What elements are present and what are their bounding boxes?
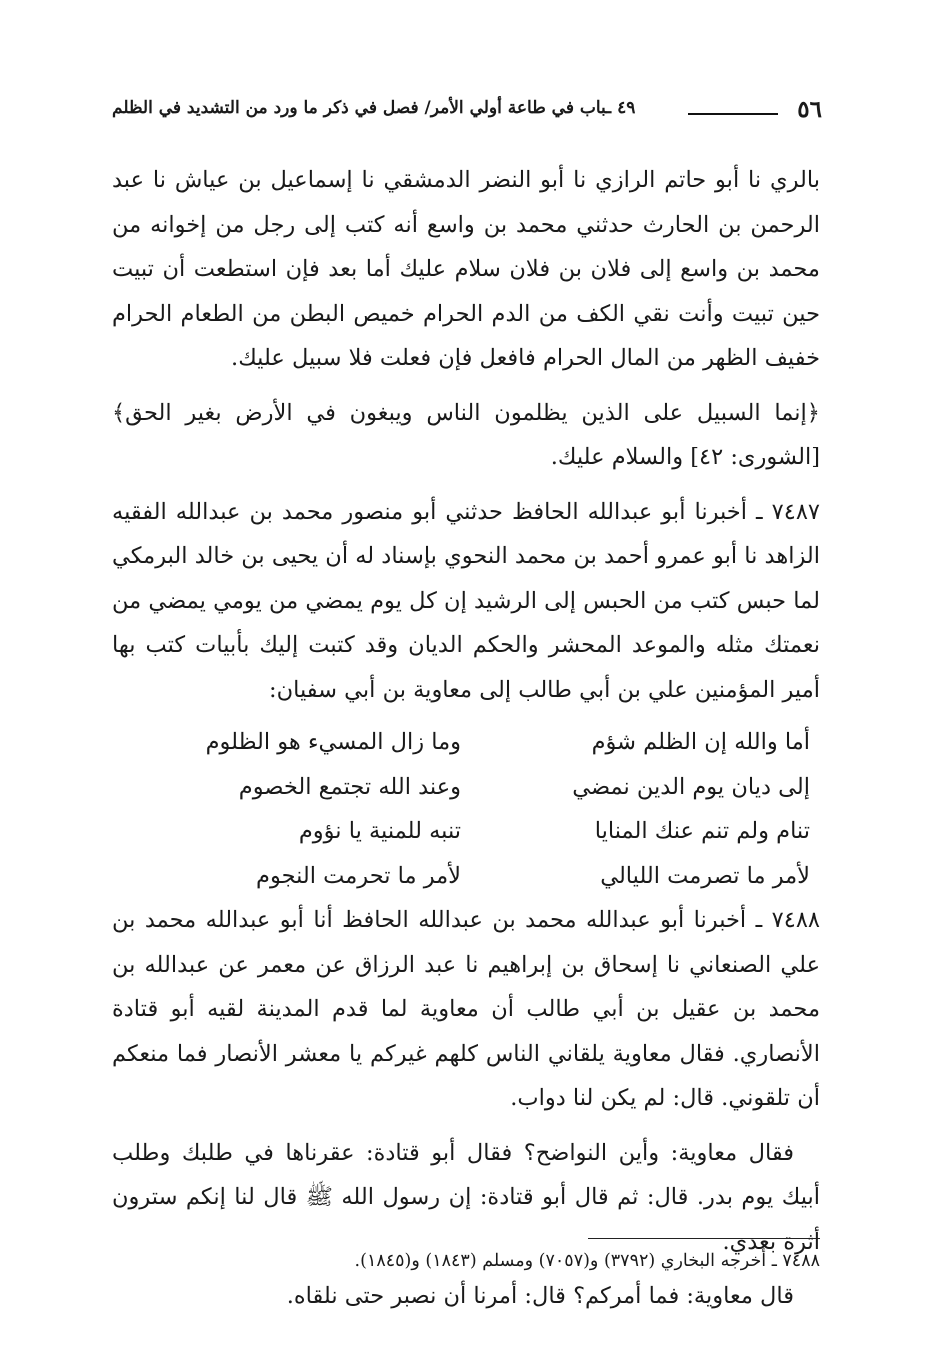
poem-line	[152, 720, 810, 765]
hadith-7488: ٧٤٨٨ ـ أخبرنا أبو عبدالله محمد بن عبدالله الحافظ أنا أبو عبدالله محمد بن علي الصنعاني نا إسحاق بن إبراهيم نا عبد الرزاق عن معمر عن عبدالله بن محمد بن عقيل بن أبي طالب أن معاوية لما قدم المدينة لقيه أبو قتادة الأنصاري. فقال معاوية يلقاني الناس كلهم غيركم يا معشر الأنصار فما منعكم أن تلقوني. قال: لم يكن لنا دواب.	[112, 907, 820, 1111]
running-header	[112, 96, 822, 136]
hemistich-first: لأمر ما تصرمت الليالي	[600, 862, 810, 889]
main-text	[112, 158, 820, 1319]
hemistich-first: تنام ولم تنم عنك المنايا	[594, 818, 810, 844]
quran-quote-paragraph: ﴿إنما السبيل على الذين يظلمون الناس ويبغون في الأرض بغير الحق﴾ [الشورى: ٤٢] والسلام عليك.	[112, 399, 820, 470]
paragraph: فقال معاوية: وأين النواضح؟ فقال أبو قتادة: عقرناها في طلبك وطلب أبيك يوم بدر. قال: ثم قال أبو قتادة: إن رسول الله ﷺ قال لنا إنكم سترون أثرة بعدي.	[112, 1139, 820, 1255]
hemistich-second: لأمر ما تحرمت النجوم	[256, 862, 461, 889]
header-rule	[688, 113, 778, 115]
poem-line	[152, 809, 810, 854]
footnote-rule	[588, 1238, 820, 1239]
paragraph: بالري نا أبو حاتم الرازي نا أبو النضر الدمشقي نا إسماعيل بن عياش نا عبد الرحمن بن الحارث حدثني محمد بن واسع أنه كتب إلى رجل من إخوانه من محمد بن واسع إلى فلان بن فلان سلام عليك أما بعد فإن استطعت أن تبيت حين تبيت وأنت نقي الكف من الدم الحرام خميص البطن من الطعام الحرام خفيف الظهر من المال الحرام فافعل فإن فعلت فلا سبيل عليك.	[112, 167, 820, 371]
footnote: ٧٤٨٨ ـ أخرجه البخاري (٣٧٩٢) و(٧٠٥٧) ومسلم (١٨٤٣) و(١٨٤٥).	[354, 1251, 820, 1271]
hemistich-second: تنبه للمنية يا نؤوم	[298, 818, 461, 844]
hemistich-second: وعند الله تجتمع الخصوم	[238, 773, 461, 800]
hemistich-first: أما والله إن الظلم شؤم	[591, 729, 810, 755]
poem-line	[152, 765, 810, 810]
hemistich-second: وما زال المسيء هو الظلوم	[205, 729, 461, 755]
running-title: ٤٩ ـباب في طاعة أولي الأمر/ فصل في ذكر ما ورد من التشديد في الظلم	[112, 98, 636, 118]
hemistich-first: إلى ديان يوم الدين نمضي	[572, 773, 810, 800]
paragraph: قال معاوية: فما أمركم؟ قال: أمرنا أن نصبر حتى نلقاه.	[286, 1283, 794, 1309]
poem	[112, 720, 820, 898]
hadith-7487: ٧٤٨٧ ـ أخبرنا أبو عبدالله الحافظ حدثني أبو منصور محمد بن عبدالله الفقيه الزاهد نا أبو عمرو أحمد بن محمد النحوي بإسناد له أن يحيى بن خالد البرمكي لما حبس كتب من الحبس إلى الرشيد إن كل يوم يمضي من يومي يمضي من نعمتك مثله والموعد المحشر والحكم الديان وقد كتبت إليك بأبيات كتب بها أمير المؤمنين علي بن أبي طالب إلى معاوية بن أبي سفيان:	[112, 498, 820, 703]
page-number: ٥٦	[797, 96, 822, 123]
poem-line	[152, 854, 810, 899]
